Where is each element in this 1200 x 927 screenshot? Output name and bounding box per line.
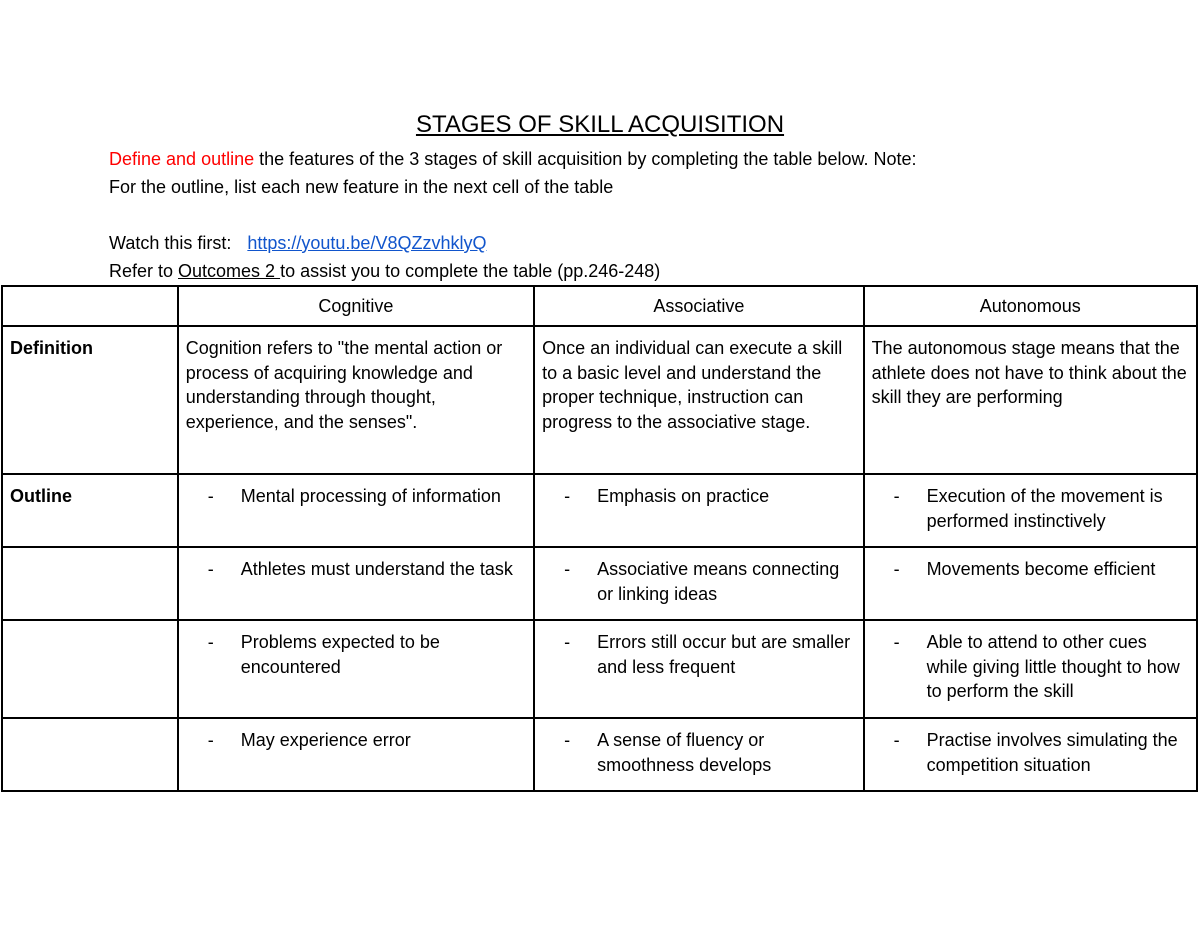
outline-text: Associative means connecting or linking ideas: [597, 559, 840, 604]
watch-line: [109, 229, 486, 257]
definition-associative: Once an individual can execute a skill to a basic level and understand the proper technique, instruction can progress to the associative stage.: [534, 326, 863, 474]
outline-cell: [534, 547, 863, 620]
outline-cell: [178, 547, 534, 620]
empty-label-cell: [2, 620, 178, 718]
outline-cell: [534, 474, 863, 547]
bullet-dash: -: [893, 632, 900, 652]
outline-text: Able to attend to other cues while giving little thought to how to perform the skill: [926, 632, 1180, 701]
bullet-dash: -: [564, 559, 571, 579]
definition-label: Definition: [2, 326, 178, 474]
instruction-text: the features of the 3 stages of skill acquisition by completing the table below. Note:: [254, 149, 917, 169]
refer-prefix: Refer to: [109, 261, 179, 281]
bullet-dash: -: [564, 730, 571, 750]
outline-text: May experience error: [240, 730, 411, 750]
bullet-dash: -: [564, 486, 571, 506]
definition-row: [2, 326, 1197, 474]
bullet-dash: -: [207, 486, 214, 506]
outline-cell: [534, 620, 863, 718]
refer-suffix: to assist you to complete the table (pp.246-248): [280, 261, 661, 281]
outline-cell: [864, 620, 1197, 718]
outline-row: [2, 474, 1197, 547]
outline-cell: [864, 718, 1197, 791]
outline-cell: [864, 474, 1197, 547]
outline-row: [2, 547, 1197, 620]
table-header-row: [2, 286, 1197, 326]
instruction-line-1: [109, 145, 917, 173]
outline-cell: [178, 718, 534, 791]
bullet-dash: -: [207, 632, 214, 652]
outline-cell: [864, 547, 1197, 620]
outline-text: Problems expected to be encountered: [240, 632, 440, 677]
header-cell-empty: [2, 286, 178, 326]
outline-text: Practise involves simulating the competition situation: [926, 730, 1178, 775]
definition-cognitive: Cognition refers to "the mental action or process of acquiring knowledge and understanding through thought, experience, and the senses".: [178, 326, 534, 474]
refer-line: [109, 257, 660, 285]
outline-text: Mental processing of information: [240, 486, 501, 506]
definition-autonomous: The autonomous stage means that the athlete does not have to think about the skill they are performing: [864, 326, 1197, 474]
outline-cell: [178, 474, 534, 547]
outline-row: [2, 620, 1197, 718]
outline-text: A sense of fluency or smoothness develops: [597, 730, 772, 775]
bullet-dash: -: [893, 486, 900, 506]
empty-label-cell: [2, 547, 178, 620]
instruction-line-2: For the outline, list each new feature in the next cell of the table: [109, 177, 614, 197]
empty-label-cell: [2, 718, 178, 791]
skill-stages-table: [1, 285, 1198, 792]
bullet-dash: -: [207, 730, 214, 750]
instruction-highlight: Define and outline: [109, 149, 255, 169]
outline-text: Athletes must understand the task: [240, 559, 513, 579]
bullet-dash: -: [893, 559, 900, 579]
outline-text: Execution of the movement is performed instinctively: [926, 486, 1163, 531]
outline-label: Outline: [2, 474, 178, 547]
outline-text: Movements become efficient: [926, 559, 1156, 579]
header-autonomous: Autonomous: [864, 286, 1197, 326]
outline-text: Errors still occur but are smaller and less frequent: [597, 632, 851, 677]
header-cognitive: Cognitive: [178, 286, 534, 326]
header-associative: Associative: [534, 286, 863, 326]
outline-cell: [534, 718, 863, 791]
bullet-dash: -: [564, 632, 571, 652]
bullet-dash: -: [207, 559, 214, 579]
watch-label: Watch this first:: [109, 233, 232, 253]
outline-row: [2, 718, 1197, 791]
youtube-link[interactable]: https://youtu.be/V8QZzvhklyQ: [247, 233, 487, 253]
page-title: STAGES OF SKILL ACQUISITION: [415, 111, 785, 138]
book-title: Outcomes 2: [178, 261, 281, 281]
outline-cell: [178, 620, 534, 718]
outline-text: Emphasis on practice: [597, 486, 770, 506]
bullet-dash: -: [893, 730, 900, 750]
